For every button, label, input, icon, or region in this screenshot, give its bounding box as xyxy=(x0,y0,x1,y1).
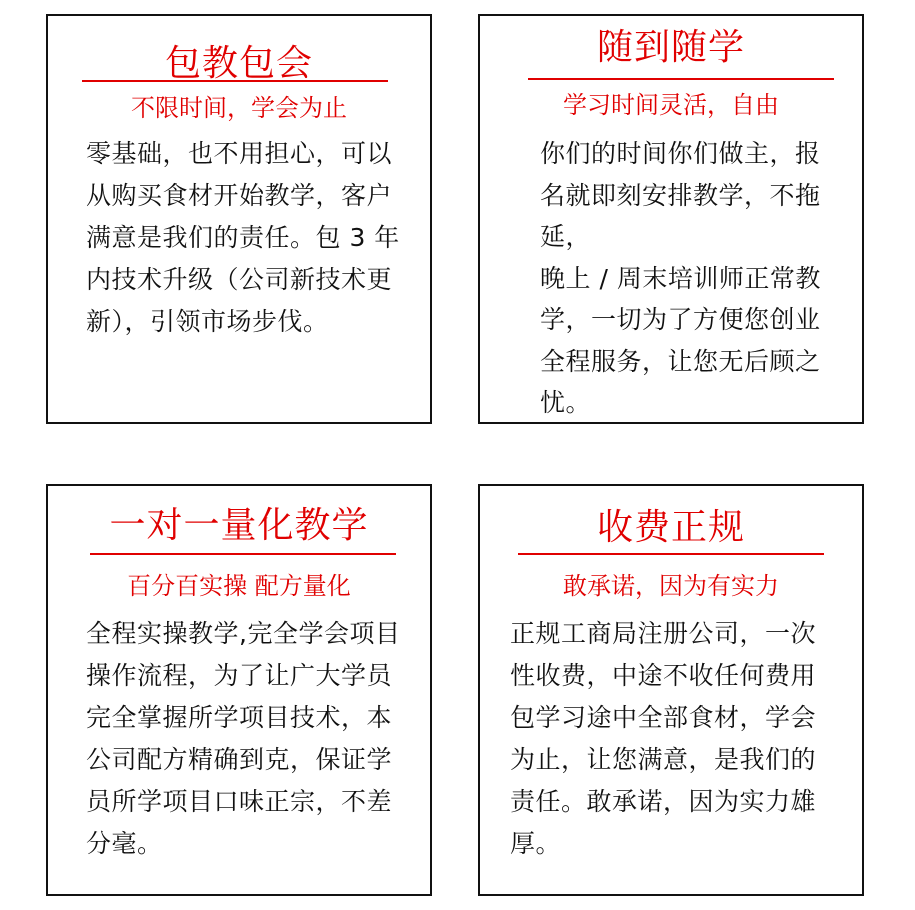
card-body: 零基础，也不用担心，可以 从购买食材开始教学，客户 满意是我们的责任。包 3 年 内技术升级（公司新技术更 新），引领市场步伐。 xyxy=(86,139,400,336)
card-subtitle: 不限时间，学会为止 xyxy=(131,94,347,122)
feature-card-fair-pricing xyxy=(478,484,864,896)
feature-card-one-on-one xyxy=(46,484,432,896)
title-underline xyxy=(518,553,824,555)
title-underline xyxy=(90,553,396,555)
feature-card-teaching-guarantee xyxy=(46,14,432,424)
card-subtitle: 敢承诺，因为有实力 xyxy=(563,572,779,600)
card-title: 一对一量化教学 xyxy=(109,505,369,546)
title-underline xyxy=(82,80,388,82)
card-title: 收费正规 xyxy=(596,507,745,548)
feature-card-flexible-schedule xyxy=(478,14,864,424)
card-body: 正规工商局注册公司，一次 性收费，中途不收任何费用 包学习途中全部食材，学会 为止，让您满意，是我们的 责任。敢承诺，因为实力雄 厚。 xyxy=(510,619,817,858)
title-underline xyxy=(528,78,834,80)
card-title: 随到随学 xyxy=(596,27,745,68)
card-title: 包教包会 xyxy=(164,43,313,84)
card-subtitle: 学习时间灵活，自由 xyxy=(563,91,779,119)
card-body: 你们的时间你们做主，报 名就即刻安排教学，不拖延， 晚上 / 周末培训师正常教 学，一切为了方便您创业 全程服务，让您无后顾之 忧。 xyxy=(540,139,821,417)
card-body: 全程实操教学,完全学会项目 操作流程，为了让广大学员 完全掌握所学项目技术，本 公司配方精确到克，保证学 员所学项目口味正宗，不差 分毫。 xyxy=(86,619,401,858)
card-subtitle: 百分百实操 配方量化 xyxy=(127,572,351,600)
